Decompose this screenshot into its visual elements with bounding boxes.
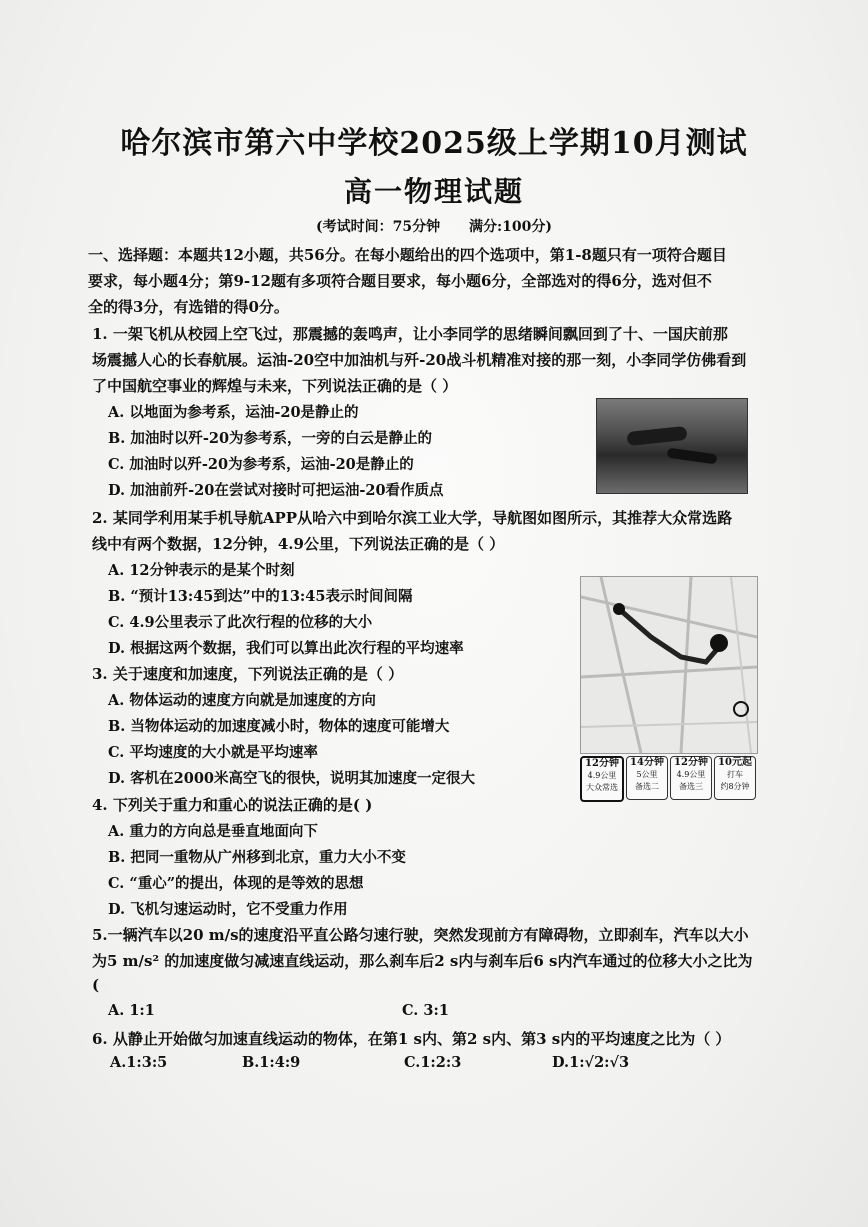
route-option[interactable]: 14分钟 5公里 备选二 — [626, 756, 668, 800]
tanker-plane-shape — [626, 426, 687, 446]
q6-option-c: C.1:2:3 — [404, 1054, 462, 1071]
q1-stem: 了中国航空事业的辉煌与未来，下列说法正确的是（ ） — [92, 377, 458, 395]
q6-option-d: D.1:√2:√3 — [552, 1054, 630, 1071]
route-options — [580, 756, 756, 800]
q6-stem: 6. 从静止开始做匀加速直线运动的物体，在第1 s内、第2 s内、第3 s内的平均速度之比为（ ） — [92, 1030, 731, 1048]
q2-option-a: A. 12分钟表示的是某个时刻 — [108, 562, 295, 579]
route-option[interactable]: 10元起 打车 约8分钟 — [714, 756, 756, 800]
q4-stem: 4. 下列关于重力和重心的说法正确的是( ) — [92, 796, 373, 814]
q3-stem: 3. 关于速度和加速度，下列说法正确的是（ ） — [92, 665, 404, 683]
exam-meta — [0, 216, 868, 236]
q4-option-d: D. 飞机匀速运动时，它不受重力作用 — [108, 901, 348, 918]
q3-option-a: A. 物体运动的速度方向就是加速度的方向 — [108, 692, 376, 709]
q3-option-d: D. 客机在2000米高空飞的很快，说明其加速度一定很大 — [108, 770, 476, 787]
exam-time: (考试时间：75分钟 — [316, 219, 441, 235]
navigation-map — [580, 576, 758, 754]
refueling-photo — [596, 398, 748, 494]
q6-option-b: B.1:4:9 — [242, 1054, 301, 1071]
route-option[interactable]: 12分钟 4.9公里 备选三 — [670, 756, 712, 800]
q6-option-a: A.1:3:5 — [110, 1054, 168, 1071]
exam-title: 哈尔滨市第六中学校2025级上学期10月测试 — [120, 126, 748, 161]
section-line: 全的得3分，有选错的得0分。 — [88, 298, 289, 316]
end-marker — [710, 634, 728, 652]
q4-option-b: B. 把同一重物从广州移到北京，重力大小不变 — [108, 849, 406, 866]
q1-option-a: A. 以地面为参考系，运油-20是静止的 — [108, 404, 359, 421]
start-marker — [613, 603, 625, 615]
q3-option-c: C. 平均速度的大小就是平均速率 — [108, 744, 318, 761]
fighter-plane-shape — [667, 448, 718, 465]
section-line: 要求，每小题4分；第9-12题有多项符合题目要求，每小题6分，全部选对的得6分，选对但不 — [88, 272, 712, 290]
section-line: 一、选择题：本题共12小题，共56分。在每小题给出的四个选项中，第1-8题只有一项符合题目 — [88, 246, 727, 264]
q5-option-c: C. 3:1 — [402, 1002, 449, 1019]
q5-stem: 为5 m/s² 的加速度做匀减速直线运动，那么刹车后2 s内与刹车后6 s内汽车通过的位移大小之比为 — [92, 952, 753, 970]
q5-stem: 5.一辆汽车以20 m/s的速度沿平直公路匀速行驶，突然发现前方有障碍物，立即刹车，汽车以大小 — [92, 926, 749, 944]
q2-option-c: C. 4.9公里表示了此次行程的位移的大小 — [108, 614, 373, 631]
route-option[interactable]: 12分钟 4.9公里 大众常选 — [580, 756, 624, 802]
q1-option-b: B. 加油时以歼-20为参考系，一旁的白云是静止的 — [108, 430, 433, 447]
q2-option-b: B. “预计13:45到达”中的13:45表示时间间隔 — [108, 588, 413, 605]
exam-score: 满分:100分) — [468, 219, 552, 235]
q4-option-a: A. 重力的方向总是垂直地面向下 — [108, 823, 318, 840]
q1-stem: 1. 一架飞机从校园上空飞过，那震撼的轰鸣声，让小李同学的思绪瞬间飘回到了十、一国庆前那 — [92, 325, 728, 343]
q5-option-a: A. 1:1 — [108, 1002, 155, 1019]
q2-stem: 线中有两个数据，12分钟，4.9公里，下列说法正确的是（ ） — [92, 535, 505, 553]
q1-option-c: C. 加油时以歼-20为参考系，运油-20是静止的 — [108, 456, 414, 473]
q1-stem: 场震撼人心的长春航展。运油-20空中加油机与歼-20战斗机精准对接的那一刻，小李同学仿佛看到 — [92, 351, 747, 369]
exam-subtitle: 高一物理试题 — [343, 175, 524, 208]
q5-stem: ( — [92, 976, 100, 994]
q3-option-b: B. 当物体运动的加速度减小时，物体的速度可能增大 — [108, 718, 450, 735]
q2-option-d: D. 根据这两个数据，我们可以算出此次行程的平均速率 — [108, 640, 464, 657]
q2-stem: 2. 某同学利用某手机导航APP从哈六中到哈尔滨工业大学，导航图如图所示，其推荐大众常选路 — [92, 509, 733, 527]
q1-option-d: D. 加油前歼-20在尝试对接时可把运油-20看作质点 — [108, 482, 444, 499]
q4-option-c: C. “重心”的提出，体现的是等效的思想 — [108, 875, 364, 892]
map-drawing — [581, 577, 757, 753]
